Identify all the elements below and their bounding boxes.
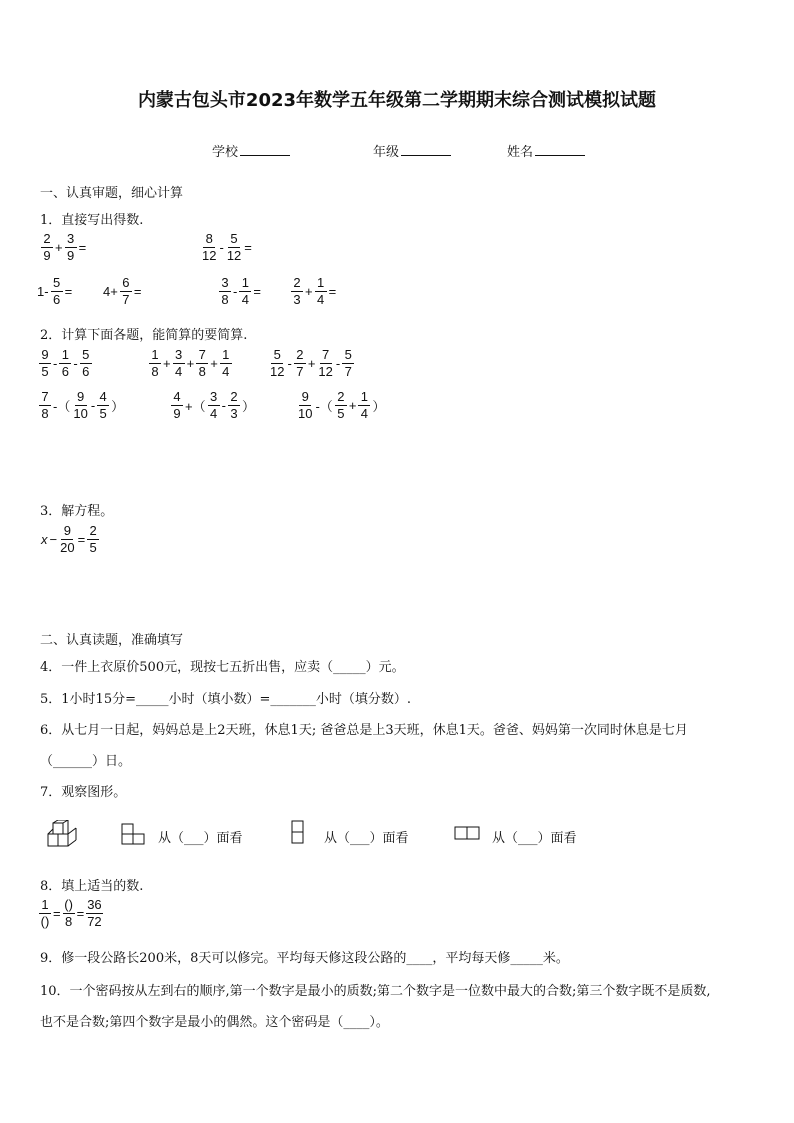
q7-view-3-text: 从（___）面看 xyxy=(492,831,577,846)
q3-equation: x − $\frac{9}{20}$ = $\frac{2}{5}$ xyxy=(40,524,100,554)
section-1-heading: 一、认真审题，细心计算 xyxy=(40,186,184,201)
section-2-heading: 二、认真读题，准确填写 xyxy=(40,633,184,648)
name-field[interactable] xyxy=(507,141,585,160)
q1-expr-e: $\frac{3}{8}$ - $\frac{1}{4}$ = xyxy=(218,276,262,306)
q7-view-2-text: 从（___）面看 xyxy=(324,831,409,846)
q1-expr-d: 4+ $\frac{6}{7}$ = xyxy=(103,275,142,307)
q2-expr-b: $\frac{1}{8}$ + $\frac{3}{4}$ + $\frac{7}{8}$ + $\frac{1}{4}$ xyxy=(148,348,233,378)
question-1: 1．直接写出得数. xyxy=(40,213,144,228)
q8-expression: $\frac{1}{()}$ = $\frac{()}{8}$ = $\frac{36}{72}$ xyxy=(40,897,102,929)
q2-expr-c: $\frac{5}{12}$ - $\frac{2}{7}$ + $\frac{7}{12}$ - $\frac{5}{7}$ xyxy=(268,348,355,378)
q7-view-1-text: 从（___）面看 xyxy=(158,831,243,846)
school-label: 学校 xyxy=(212,145,239,160)
question-6-line1: 6．从七月一日起，妈妈总是上2天班，休息1天; 爸爸总是上3天班，休息1天。爸爸、妈妈第一次同时休息是七月 xyxy=(40,723,688,738)
q2-expr-a: $\frac{9}{5}$ - $\frac{1}{6}$ - $\frac{5}{6}$ xyxy=(38,348,93,378)
q1-expr-c: 1- $\frac{5}{6}$ = xyxy=(37,275,73,307)
grade-blank[interactable] xyxy=(401,143,451,156)
view-shape-2 xyxy=(290,820,306,846)
q1-expr-f: $\frac{2}{3}$ + $\frac{1}{4}$ = xyxy=(290,276,337,306)
grade-field[interactable] xyxy=(373,141,451,160)
question-8: 8．填上适当的数. xyxy=(40,879,144,894)
question-7: 7．观察图形。 xyxy=(40,785,127,800)
q2-expr-e: $\frac{4}{9}$ +（ $\frac{3}{4}$ - $\frac{2}{3}$ ） xyxy=(170,390,256,420)
view-shape-1 xyxy=(120,823,148,845)
question-3: 3．解方程。 xyxy=(40,504,114,519)
grade-label: 年级 xyxy=(373,145,400,160)
view-shape-3 xyxy=(453,825,483,841)
question-6-line2: （______）日。 xyxy=(40,754,132,769)
q2-expr-d: $\frac{7}{8}$ -（ $\frac{9}{10}$ - $\frac{4}{5}$ ） xyxy=(38,390,125,420)
q1-expr-b: $\frac{8}{12}$ - $\frac{5}{12}$ = xyxy=(202,231,252,263)
question-10-line1: 10．一个密码按从左到右的顺序,第一个数字是最小的质数;第二个数字是一位数中最大的合数;第三个数字既不是质数, xyxy=(40,984,711,999)
cube-stack-figure xyxy=(46,820,80,850)
page-title: 内蒙古包头市2023年数学五年级第二学期期末综合测试模拟试题 xyxy=(137,90,657,111)
name-blank[interactable] xyxy=(535,143,585,156)
question-2: 2．计算下面各题，能简算的要简算. xyxy=(40,328,248,343)
name-label: 姓名 xyxy=(507,145,534,160)
q2-expr-f: $\frac{9}{10}$ -（ $\frac{2}{5}$ + $\frac{1}{4}$ ） xyxy=(298,389,386,421)
school-field[interactable] xyxy=(212,141,290,160)
question-4: 4．一件上衣原价500元，现按七五折出售，应卖（_____）元。 xyxy=(40,660,405,675)
school-blank[interactable] xyxy=(240,143,290,156)
question-10-line2: 也不是合数;第四个数字是最小的偶然。这个密码是（____）。 xyxy=(40,1015,389,1030)
q1-expr-a: $\frac{2}{9}$ + $\frac{3}{9}$ = xyxy=(40,232,87,262)
question-5: 5．1小时15分=_____小时（填小数）=_______小时（填分数）. xyxy=(40,692,412,707)
question-9: 9．修一段公路长200米，8天可以修完。平均每天修这段公路的____，平均每天修_____米。 xyxy=(40,951,569,966)
